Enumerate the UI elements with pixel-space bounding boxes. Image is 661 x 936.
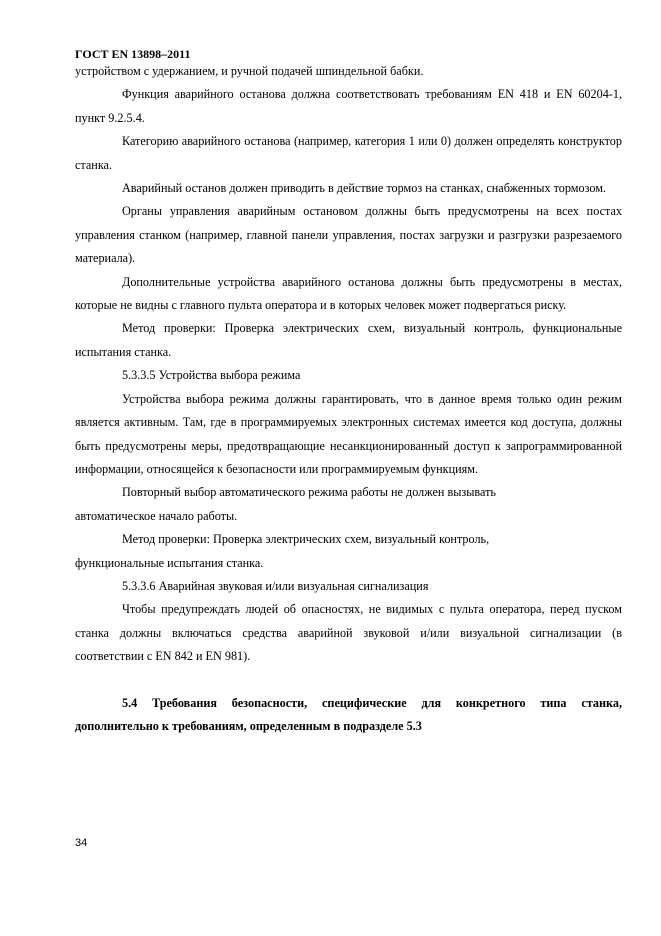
paragraph-warning-signals: Чтобы предупреждать людей об опасностях, не видимых с пульта оператора, перед пуском станка должны включаться средства аварийной звуковой и/или визуальной сигнализации (в соответствии с EN 842 и EN 981). — [75, 602, 622, 664]
page-number: 34 — [75, 837, 88, 849]
standard-designation: ГОСТ EN 13898–2011 — [75, 47, 191, 61]
paragraph-automatic-mode-line1: Повторный выбор автоматического режима работы не должен вызывать — [122, 485, 496, 500]
paragraph-verification-method-2-line1: Метод проверки: Проверка электрических схем, визуальный контроль, — [122, 532, 490, 547]
section-heading-5-3-3-6: 5.3.3.6 Аварийная звуковая и/или визуальная сигнализация — [122, 578, 429, 593]
paragraph-emergency-stop-function: Функция аварийного останова должна соответствовать требованиям EN 418 и EN 60204-1, пункт 9.2.5.4. — [75, 87, 622, 125]
paragraph-mode-selection: Устройства выбора режима должны гарантировать, что в данное время только один режим является активным. Там, где в программируемых электронных системах имеется код доступа, должны быть предусмотрены меры, предотвращающие несанкционированный доступ к запрограммированной информации, относящейся к безопасности или программируемым функциям. — [75, 391, 622, 476]
document-body — [75, 60, 622, 738]
paragraph-continuation: устройством с удержанием, и ручной подачей шпиндельной бабки. — [75, 64, 424, 78]
paragraph-stop-category: Категорию аварийного останова (например, категория 1 или 0) должен определять конструктор станка. — [75, 134, 622, 172]
section-heading-5-3-3-5: 5.3.3.5 Устройства выбора режима — [122, 368, 301, 383]
section-heading-5-4: 5.4 Требования безопасности, специфические для конкретного типа станка, дополнительно к требованиям, определенным в подразделе 5.3 — [75, 695, 622, 733]
paragraph-automatic-mode-line2: автоматическое начало работы. — [75, 508, 238, 523]
paragraph-verification-method-2-line2: функциональные испытания станка. — [75, 555, 264, 570]
paragraph-brake: Аварийный останов должен приводить в действие тормоз на станках, снабженных тормозом. — [122, 181, 606, 196]
paragraph-additional-devices: Дополнительные устройства аварийного останова должны быть предусмотрены в местах, которые не видны с главного пульта оператора и в которых человек может подвергаться риску. — [75, 274, 622, 313]
paragraph-control-stations: Органы управления аварийным остановом должны быть предусмотрены на всех постах управления станком (например, главной панели управления, постах загрузки и разгрузки разрезаемого материала). — [75, 204, 622, 266]
paragraph-verification-method: Метод проверки: Проверка электрических схем, визуальный контроль, функциональные испытания станка. — [75, 321, 622, 359]
